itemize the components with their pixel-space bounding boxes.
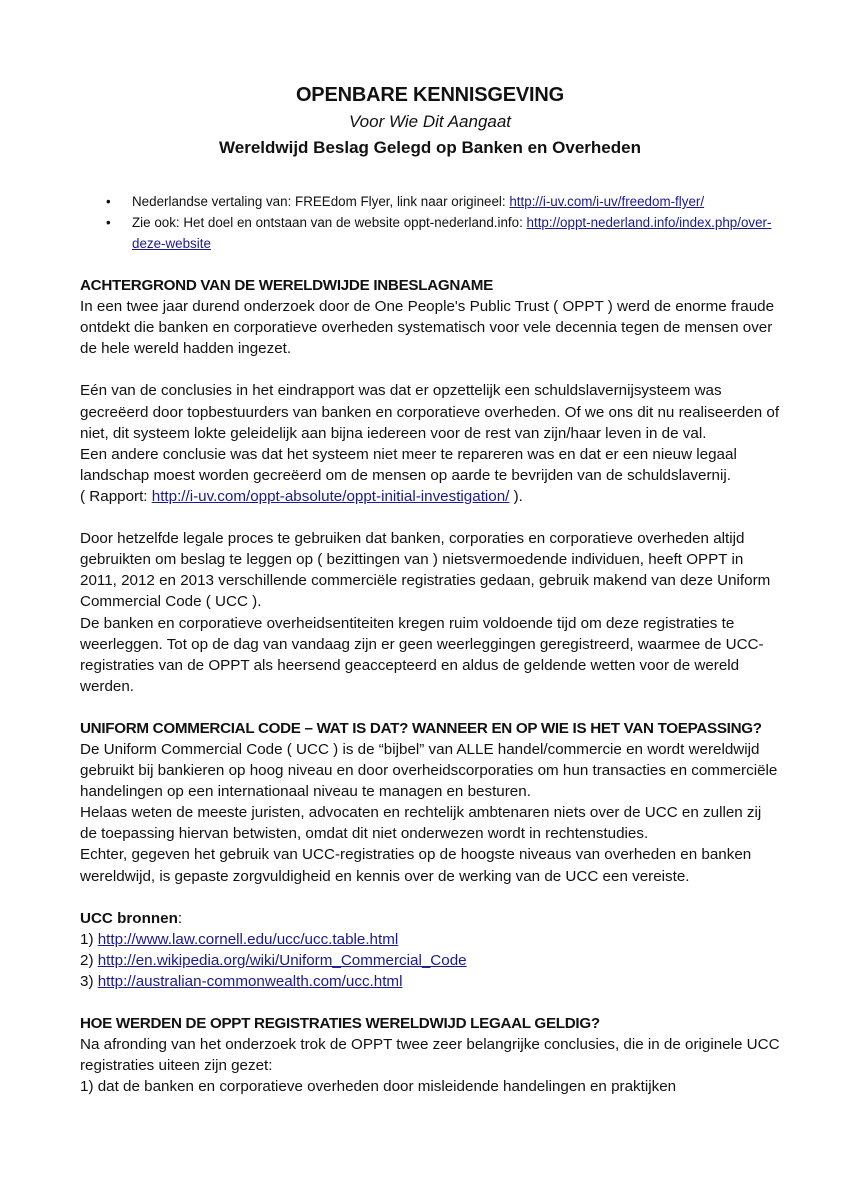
section-ucc-bronnen [80,908,780,992]
source-item: 2) http://en.wikipedia.org/wiki/Uniform_Commercial_Code [80,951,467,969]
source-item: 3) http://australian-commonwealth.com/ucc.html [80,972,403,990]
bullet-text: Zie ook: Het doel en ontstaan van de website oppt-nederland.info: [132,215,527,230]
paragraph-rapport: ( Rapport: http://i-uv.com/oppt-absolute/oppt-initial-investigation/ ). [80,487,523,505]
document-page [80,80,780,1097]
website-about-link[interactable]: http://oppt-nederland.info/index.php/over-deze-website [132,215,772,251]
bullet-icon: • [106,215,111,230]
paragraph: In een twee jaar durend onderzoek door de One People's Public Trust ( OPPT ) werd de enorme fraude ontdekt die banken en corporatieve overheden systematisch voor vele decennia tegen de mensen over de hele wereld hadden ingezet. [80,298,775,358]
original-flyer-link[interactable]: http://i-uv.com/i-uv/freedom-flyer/ [509,194,705,209]
section-heading: ACHTERGROND VAN DE WERELDWIJDE INBESLAGNAME [80,277,493,294]
bullet-item-translation [80,191,780,212]
paragraph: De banken en corporatieve overheidsentiteiten kregen ruim voldoende tijd om deze registraties te weerleggen. Tot op de dag van vandaag zijn er geen weerleggingen geregistreerd, waarmee de UCC-registraties van de OPPT als heersend geaccepteerd en aldus de geldende wetten voor de wereld werden. [80,614,764,695]
bullet-icon: • [106,194,111,209]
paragraph: Na afronding van het onderzoek trok de OPPT twee zeer belangrijke conclusies, die in de originele UCC registraties uiteen zijn gezet: [80,1036,780,1075]
section-geldig [80,1013,780,1097]
bronnen-label: UCC bronnen: [80,909,183,927]
paragraph: 1) dat de banken en corporatieve overheden door misleidende handelingen en praktijken [80,1078,677,1096]
document-subtitle: Voor Wie Dit Aangaat [348,112,512,131]
paragraph: Echter, gegeven het gebruik van UCC-registraties op de hoogste niveaus van overheden en banken wereldwijd, is gepaste zorgvuldigheid en kennis over de werking van de UCC een vereiste. [80,846,752,885]
section-heading: UNIFORM COMMERCIAL CODE – WAT IS DAT? WANNEER EN OP WIE IS HET VAN TOEPASSING? [80,719,762,737]
document-title: OPENBARE KENNISGEVING [295,84,565,106]
section-heading: HOE WERDEN DE OPPT REGISTRATIES WERELDWIJD LEGAAL GELDIG? [80,1015,600,1032]
paragraph: Een andere conclusie was dat het systeem niet meer te repareren was en dat er een nieuw legaal landschap moest worden gecreëerd om de mensen op aarde te bevrijden van de schuldslavernij. [80,445,737,484]
source-link-australian-commonwealth[interactable]: http://australian-commonwealth.com/ucc.html [97,972,403,990]
rapport-link[interactable]: http://i-uv.com/oppt-absolute/oppt-initial-investigation/ [151,487,510,505]
paragraph: Eén van de conclusies in het eindrapport was dat er opzettelijk een schuldslavernijsysteem was gecreëerd door topbestuurders van banken en corporatieve overheden. Of we ons dit nu realiseerden of niet, dit systeem lokte geleidelijk aan bijna iedereen voor de rest van zijn/haar leven in de val. [80,382,780,442]
intro-bullet-list [80,191,780,254]
source-item: 1) http://www.law.cornell.edu/ucc/ucc.table.html [80,930,399,948]
section-achtergrond [80,275,780,697]
paragraph: Door hetzelfde legale proces te gebruiken dat banken, corporaties en corporatieve overheden altijd gebruikten om beslag te leggen op ( bezittingen van ) nietsvermoedende individuen, heeft OPPT in 2011, 2012 en 2013 verschillende commerciële registraties gedaan, gebruik makend van deze Uniform Commercial Code ( UCC ). [80,530,771,611]
document-headline: Wereldwijd Beslag Gelegd op Banken en Overheden [219,138,641,157]
title-block [80,80,780,161]
bullet-text: Nederlandse vertaling van: FREEdom Flyer, link naar origineel: [132,194,510,209]
paragraph: Helaas weten de meeste juristen, advocaten en rechtelijk ambtenaren niets over de UCC en zullen zij de toepassing hiervan betwisten, omdat dit niet onderwezen wordt in rechtenstudies. [80,804,762,843]
source-link-cornell[interactable]: http://www.law.cornell.edu/ucc/ucc.table.html [97,930,399,948]
source-link-wikipedia[interactable]: http://en.wikipedia.org/wiki/Uniform_Commercial_Code [97,951,467,969]
bullet-item-see-also [80,212,780,254]
section-ucc [80,718,780,887]
paragraph: De Uniform Commercial Code ( UCC ) is de “bijbel” van ALLE handel/commercie en wordt wereldwijd gebruikt bij bankieren op hoog niveau en door overheidscorporaties om hun transacties en commerciële handelingen op een internationaal niveau te managen en besturen. [80,740,778,801]
